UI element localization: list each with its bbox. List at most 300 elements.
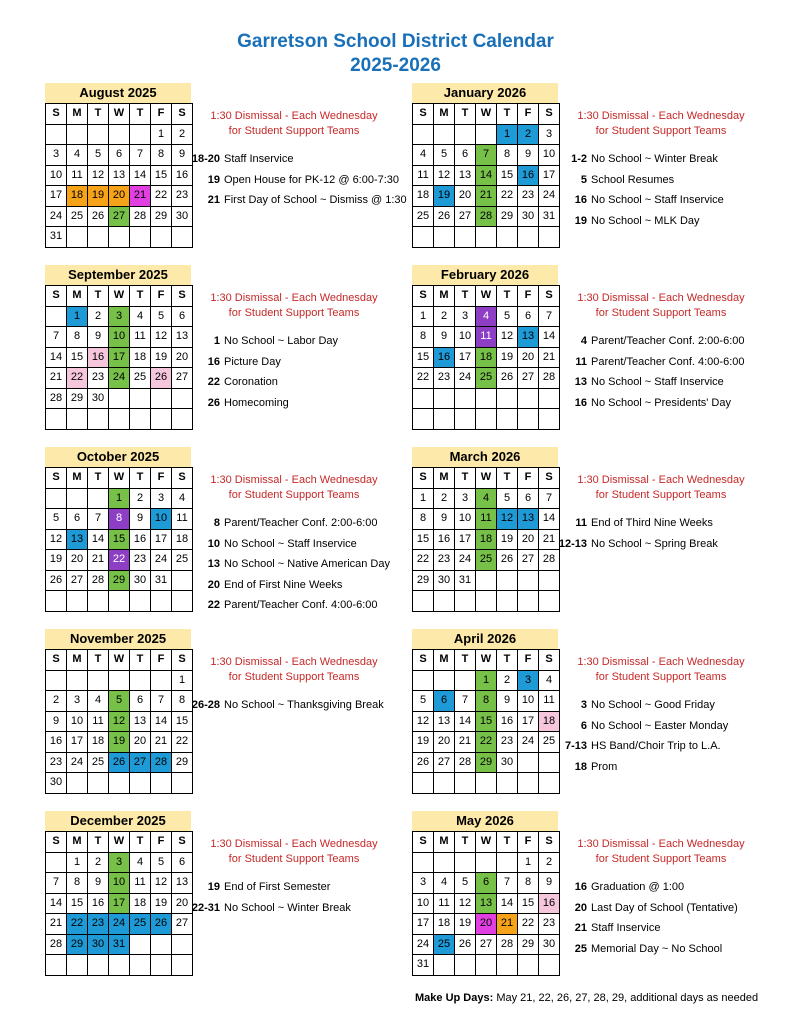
day-cell: 12 (413, 712, 434, 733)
day-cell: 18 (130, 348, 151, 369)
day-cell: 6 (476, 873, 497, 894)
empty-cell (151, 935, 172, 956)
day-cell: 17 (109, 894, 130, 915)
empty-cell (539, 389, 560, 410)
month-calendar (45, 811, 191, 976)
day-cell: 5 (413, 691, 434, 712)
empty-cell (109, 773, 130, 794)
day-cell: 7 (539, 489, 560, 510)
weekday-label: S (172, 286, 193, 307)
day-cell: 21 (46, 914, 67, 935)
empty-cell (518, 955, 539, 976)
day-cell: 3 (455, 307, 476, 328)
day-cell: 3 (109, 853, 130, 874)
day-cell: 5 (151, 853, 172, 874)
empty-cell (88, 125, 109, 146)
weekday-label: T (88, 286, 109, 307)
empty-cell (413, 591, 434, 612)
makeup-label: Make Up Days: (415, 992, 494, 1004)
day-cell: 18 (476, 530, 497, 551)
month-notes (561, 109, 761, 231)
empty-cell (497, 227, 518, 248)
day-cell: 11 (130, 327, 151, 348)
weekday-label: S (539, 104, 560, 125)
day-cell: 8 (67, 873, 88, 894)
day-cell: 7 (497, 873, 518, 894)
event-date: 16 (574, 881, 587, 893)
day-cell: 31 (455, 571, 476, 592)
event-text: Homecoming (224, 396, 289, 409)
day-cell: 24 (455, 368, 476, 389)
day-cell: 28 (46, 935, 67, 956)
day-cell: 8 (497, 145, 518, 166)
day-cell: 13 (455, 166, 476, 187)
empty-cell (518, 591, 539, 612)
day-cell: 2 (130, 489, 151, 510)
day-cell: 15 (476, 712, 497, 733)
day-cell: 12 (46, 530, 67, 551)
weekday-label: T (497, 104, 518, 125)
day-cell: 7 (455, 691, 476, 712)
day-cell: 2 (539, 853, 560, 874)
event-text: Last Day of School (Tentative) (591, 901, 738, 914)
day-cell: 6 (172, 307, 193, 328)
day-cell: 26 (151, 914, 172, 935)
weekday-label: S (46, 104, 67, 125)
day-cell: 11 (172, 509, 193, 530)
day-cell: 30 (130, 571, 151, 592)
makeup-text: May 21, 22, 26, 27, 28, 29, additional days as needed (493, 992, 759, 1004)
day-cell: 3 (67, 691, 88, 712)
day-cell: 22 (67, 368, 88, 389)
weekday-label: M (67, 286, 88, 307)
day-cell: 23 (518, 186, 539, 207)
event-text: Parent/Teacher Conf. 2:00-6:00 (224, 517, 378, 529)
day-cell: 20 (455, 186, 476, 207)
empty-cell (46, 671, 67, 692)
event-item (561, 211, 761, 232)
empty-cell (172, 591, 193, 612)
day-cell: 31 (46, 227, 67, 248)
event-text: End of First Nine Weeks (224, 578, 343, 591)
event-item (561, 716, 761, 737)
day-cell: 7 (539, 307, 560, 328)
empty-cell (434, 671, 455, 692)
weekday-label: T (455, 650, 476, 671)
day-cell: 10 (67, 712, 88, 733)
day-cell: 1 (67, 853, 88, 874)
event-text: No School ~ Staff Inservice (224, 537, 357, 550)
event-date: 11 (575, 355, 587, 368)
day-cell: 25 (434, 935, 455, 956)
event-date: 20 (207, 578, 220, 591)
day-cell: 12 (151, 327, 172, 348)
day-cell: 14 (476, 166, 497, 187)
day-cell: 30 (46, 773, 67, 794)
weekday-label: T (497, 286, 518, 307)
day-cell: 20 (434, 732, 455, 753)
event-text: No School ~ Labor Day (224, 335, 339, 347)
day-cell: 25 (476, 550, 497, 571)
day-cell: 7 (151, 691, 172, 712)
day-cell: 24 (518, 732, 539, 753)
empty-cell (109, 227, 130, 248)
event-date: 11 (575, 517, 587, 529)
event-item (561, 352, 761, 373)
day-cell: 3 (46, 145, 67, 166)
day-cell: 15 (151, 166, 172, 187)
empty-cell (172, 409, 193, 430)
support-note: 1:30 Dismissal - Each Wednesday for Student Support Teams (577, 656, 745, 683)
empty-cell (434, 409, 455, 430)
day-cell: 30 (88, 389, 109, 410)
weekday-label: T (88, 468, 109, 489)
event-item (561, 877, 761, 898)
event-date: 21 (574, 922, 587, 934)
day-cell: 19 (497, 348, 518, 369)
event-text: Parent/Teacher Conf. 2:00-6:00 (591, 335, 745, 347)
event-date: 20 (574, 901, 587, 914)
empty-cell (67, 773, 88, 794)
day-cell: 27 (172, 368, 193, 389)
day-cell: 18 (172, 530, 193, 551)
day-cell: 10 (539, 145, 560, 166)
day-cell: 15 (109, 530, 130, 551)
event-date: 3 (580, 699, 587, 711)
day-cell: 25 (172, 550, 193, 571)
empty-cell (46, 853, 67, 874)
support-note: 1:30 Dismissal - Each Wednesday for Student Support Teams (210, 474, 378, 501)
month-grid (45, 103, 193, 248)
event-item (561, 939, 761, 960)
event-item (561, 372, 761, 393)
empty-cell (130, 227, 151, 248)
day-cell: 28 (130, 207, 151, 228)
day-cell: 13 (434, 712, 455, 733)
empty-cell (46, 489, 67, 510)
month-grid (45, 285, 193, 430)
month-header: March 2026 (412, 447, 558, 467)
event-text: No School ~ Thanksgiving Break (224, 699, 384, 711)
event-item (561, 170, 761, 191)
day-cell: 15 (518, 894, 539, 915)
empty-cell (172, 227, 193, 248)
empty-cell (476, 591, 497, 612)
event-date: 25 (574, 942, 587, 955)
empty-cell (413, 671, 434, 692)
empty-cell (88, 591, 109, 612)
day-cell: 24 (151, 550, 172, 571)
day-cell: 30 (497, 753, 518, 774)
event-date: 22 (207, 376, 220, 388)
empty-cell (518, 571, 539, 592)
event-date: 13 (574, 376, 587, 388)
empty-cell (455, 409, 476, 430)
day-cell: 27 (109, 207, 130, 228)
empty-cell (413, 853, 434, 874)
empty-cell (151, 955, 172, 976)
weekday-label: T (88, 104, 109, 125)
day-cell: 26 (88, 207, 109, 228)
weekday-label: F (151, 468, 172, 489)
day-cell: 5 (151, 307, 172, 328)
empty-cell (46, 307, 67, 328)
day-cell: 4 (130, 307, 151, 328)
day-cell: 3 (518, 671, 539, 692)
day-cell: 14 (88, 530, 109, 551)
empty-cell (434, 955, 455, 976)
weekday-label: S (539, 286, 560, 307)
day-cell: 7 (130, 145, 151, 166)
empty-cell (67, 409, 88, 430)
month-notes (558, 473, 761, 554)
empty-cell (151, 591, 172, 612)
month-notes (194, 473, 394, 616)
day-cell: 29 (413, 571, 434, 592)
event-item (194, 575, 394, 596)
month-header: May 2026 (412, 811, 558, 831)
empty-cell (455, 671, 476, 692)
day-cell: 30 (539, 935, 560, 956)
day-cell: 27 (518, 550, 539, 571)
weekday-label: M (434, 104, 455, 125)
day-cell: 19 (455, 914, 476, 935)
event-item (561, 757, 761, 778)
day-cell: 8 (476, 691, 497, 712)
empty-cell (88, 227, 109, 248)
empty-cell (413, 125, 434, 146)
day-cell: 24 (413, 935, 434, 956)
month-header: October 2025 (45, 447, 191, 467)
day-cell: 24 (539, 186, 560, 207)
empty-cell (88, 773, 109, 794)
day-cell: 25 (539, 732, 560, 753)
day-cell: 11 (476, 327, 497, 348)
weekday-label: M (434, 650, 455, 671)
day-cell: 22 (151, 186, 172, 207)
empty-cell (539, 571, 560, 592)
day-cell: 17 (67, 732, 88, 753)
weekday-label: S (172, 468, 193, 489)
event-text: HS Band/Choir Trip to L.A. (591, 740, 721, 752)
weekday-label: T (130, 468, 151, 489)
empty-cell (67, 227, 88, 248)
day-cell: 9 (130, 509, 151, 530)
event-text: Staff Inservice (224, 153, 294, 165)
day-cell: 21 (46, 368, 67, 389)
day-cell: 5 (434, 145, 455, 166)
day-cell: 27 (67, 571, 88, 592)
day-cell: 4 (476, 307, 497, 328)
empty-cell (476, 409, 497, 430)
day-cell: 2 (88, 853, 109, 874)
day-cell: 5 (497, 307, 518, 328)
day-cell: 12 (151, 873, 172, 894)
empty-cell (130, 409, 151, 430)
day-cell: 22 (172, 732, 193, 753)
day-cell: 13 (109, 166, 130, 187)
empty-cell (497, 773, 518, 794)
weekday-label: F (518, 286, 539, 307)
empty-cell (476, 955, 497, 976)
weekday-label: W (476, 468, 497, 489)
weekday-label: S (172, 650, 193, 671)
month-notes (191, 655, 394, 716)
day-cell: 28 (46, 389, 67, 410)
day-cell: 21 (130, 186, 151, 207)
day-cell: 13 (518, 509, 539, 530)
day-cell: 13 (130, 712, 151, 733)
empty-cell (497, 389, 518, 410)
empty-cell (46, 125, 67, 146)
event-item (194, 331, 394, 352)
weekday-label: M (434, 286, 455, 307)
month-calendar (45, 83, 191, 248)
weekday-label: T (497, 650, 518, 671)
day-cell: 15 (413, 348, 434, 369)
day-cell: 16 (434, 530, 455, 551)
event-date: 12-13 (558, 537, 587, 550)
event-text: School Resumes (591, 173, 675, 186)
day-cell: 8 (67, 327, 88, 348)
day-cell: 1 (413, 489, 434, 510)
event-text: No School ~ Winter Break (591, 153, 718, 165)
day-cell: 25 (413, 207, 434, 228)
day-cell: 14 (151, 712, 172, 733)
weekday-label: S (172, 104, 193, 125)
weekday-label: M (67, 832, 88, 853)
event-date: 8 (213, 517, 220, 529)
day-cell: 30 (518, 207, 539, 228)
day-cell: 21 (88, 550, 109, 571)
day-cell: 14 (46, 894, 67, 915)
empty-cell (130, 955, 151, 976)
event-text: Picture Day (224, 355, 281, 368)
day-cell: 28 (455, 753, 476, 774)
day-cell: 11 (434, 894, 455, 915)
day-cell: 4 (67, 145, 88, 166)
day-cell: 20 (130, 732, 151, 753)
weekday-label: M (67, 650, 88, 671)
weekday-label: F (151, 650, 172, 671)
empty-cell (88, 409, 109, 430)
weekday-label: W (109, 832, 130, 853)
event-item (561, 695, 761, 716)
event-item (561, 149, 761, 170)
month-calendar (412, 811, 558, 976)
day-cell: 24 (109, 914, 130, 935)
day-cell: 23 (46, 753, 67, 774)
day-cell: 25 (67, 207, 88, 228)
empty-cell (130, 389, 151, 410)
day-cell: 3 (109, 307, 130, 328)
day-cell: 21 (151, 732, 172, 753)
day-cell: 9 (497, 691, 518, 712)
event-text: End of Third Nine Weeks (591, 517, 713, 529)
event-item (558, 534, 761, 555)
event-text: No School ~ Staff Inservice (591, 376, 724, 388)
month-grid (412, 103, 560, 248)
event-item (194, 534, 394, 555)
event-date: 26 (207, 396, 220, 409)
day-cell: 16 (46, 732, 67, 753)
day-cell: 25 (130, 368, 151, 389)
weekday-label: M (434, 468, 455, 489)
month-notes (561, 291, 761, 413)
support-note: 1:30 Dismissal - Each Wednesday for Student Support Teams (210, 110, 378, 137)
weekday-label: S (46, 832, 67, 853)
month-calendar (45, 265, 191, 430)
day-cell: 4 (88, 691, 109, 712)
empty-cell (434, 773, 455, 794)
day-cell: 27 (130, 753, 151, 774)
event-item (194, 393, 394, 414)
day-cell: 12 (455, 894, 476, 915)
day-cell: 6 (109, 145, 130, 166)
event-date: 22-31 (191, 901, 220, 914)
day-cell: 9 (539, 873, 560, 894)
event-text: Prom (591, 760, 618, 773)
empty-cell (413, 389, 434, 410)
event-item (191, 898, 394, 919)
day-cell: 1 (497, 125, 518, 146)
day-cell: 17 (109, 348, 130, 369)
weekday-label: F (151, 286, 172, 307)
day-cell: 29 (67, 935, 88, 956)
day-cell: 7 (46, 327, 67, 348)
day-cell: 5 (109, 691, 130, 712)
day-cell: 11 (130, 873, 151, 894)
empty-cell (539, 591, 560, 612)
day-cell: 3 (455, 489, 476, 510)
weekday-label: S (46, 468, 67, 489)
day-cell: 28 (151, 753, 172, 774)
day-cell: 21 (455, 732, 476, 753)
event-date: 16 (574, 194, 587, 206)
event-text: Coronation (224, 376, 278, 388)
day-cell: 5 (88, 145, 109, 166)
empty-cell (518, 409, 539, 430)
day-cell: 8 (109, 509, 130, 530)
day-cell: 2 (434, 307, 455, 328)
empty-cell (151, 389, 172, 410)
day-cell: 14 (539, 327, 560, 348)
day-cell: 12 (109, 712, 130, 733)
day-cell: 24 (455, 550, 476, 571)
event-date: 21 (207, 194, 220, 206)
day-cell: 26 (413, 753, 434, 774)
month-calendar (45, 447, 191, 612)
weekday-label: T (455, 286, 476, 307)
month-calendar (45, 629, 191, 794)
day-cell: 4 (434, 873, 455, 894)
day-cell: 9 (88, 873, 109, 894)
event-item (561, 898, 761, 919)
day-cell: 29 (476, 753, 497, 774)
month-calendar (412, 265, 558, 430)
event-date: 18 (574, 760, 587, 773)
day-cell: 9 (518, 145, 539, 166)
event-date: 1 (213, 335, 220, 347)
day-cell: 14 (455, 712, 476, 733)
event-text: Parent/Teacher Conf. 4:00-6:00 (224, 599, 378, 611)
day-cell: 19 (46, 550, 67, 571)
day-cell: 19 (151, 348, 172, 369)
day-cell: 6 (130, 691, 151, 712)
day-cell: 16 (539, 894, 560, 915)
empty-cell (151, 409, 172, 430)
empty-cell (497, 853, 518, 874)
